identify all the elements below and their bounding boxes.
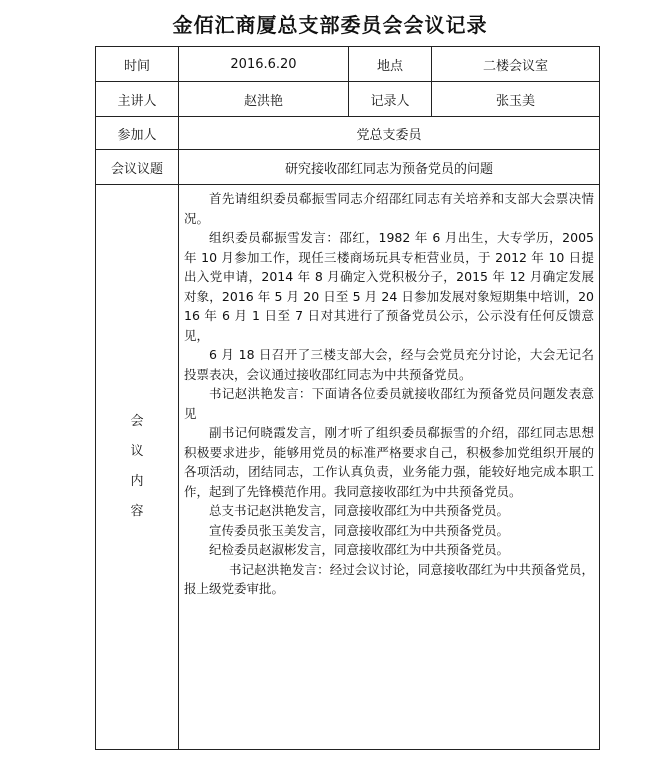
time-label: 时间: [96, 47, 179, 82]
meeting-minutes-table: [95, 46, 600, 750]
speaker-label: 主讲人: [96, 82, 179, 117]
content-row: [96, 185, 600, 750]
recorder-value: 张玉美: [432, 82, 600, 117]
time-value: 2016.6.20: [179, 47, 349, 82]
content-paragraph: 宣传委员张玉美发言，同意接收邵红为中共预备党员。: [209, 522, 510, 538]
content-paragraph: 书记赵洪艳发言：下面请各位委员就接收邵红为预备党员问题发表意见: [184, 386, 594, 421]
content-paragraph: 6 月 18 日召开了三楼支部大会，经与会党员充分讨论，大会无记名投票表决，会议通过接收邵红同志为中共预备党员。: [184, 347, 594, 382]
speaker-recorder-row: [96, 82, 600, 117]
content-paragraph: 总支书记赵洪艳发言，同意接收邵红为中共预备党员。: [209, 503, 510, 518]
attendees-label: 参加人: [96, 117, 179, 150]
time-location-row: [96, 47, 600, 82]
content-paragraph: 副书记何晓霞发言，刚才听了组织委员郗振雪的介绍，邵红同志思想积极要求进步，能够用党员的标准严格要求自己，积极参加党组织开展的各项活动，团结同志，工作认真负责，业务能力强，能较好地完成本职工作，起到了先锋模范作用。我同意接收邵红为中共预备党员。: [184, 425, 594, 499]
topic-value: 研究接收邵红同志为预备党员的问题: [179, 150, 600, 185]
content-paragraph: 首先请组织委员郗振雪同志介绍邵红同志有关培养和支部大会票决情况。: [184, 191, 594, 226]
topic-row: [96, 150, 600, 185]
attendees-row: [96, 117, 600, 150]
content-label-char: 容: [130, 504, 144, 519]
content-label-char: 议: [130, 444, 144, 459]
speaker-value: 赵洪艳: [179, 82, 349, 117]
location-value: 二楼会议室: [432, 47, 600, 82]
location-label: 地点: [349, 47, 432, 82]
content-paragraph: 组织委员郗振雪发言：邵红，1982 年 6 月出生，大专学历，2005 年 10 月参加工作，现任三楼商场玩具专柜营业员，于 2012 年 10 日提出入党申请，2014 年 8 月确定入党积极分子，2015 年 12 月确定发展对象，2016 年 5 月 20 日至 5 月 24 日参加发展对象短期集中培训，2016 年 6 月 1 日至 7 日对其进行了预备党员公示，公示没有任何反馈意见，: [184, 230, 594, 343]
content-paragraph: 纪检委员赵淑彬发言，同意接收邵红为中共预备党员。: [209, 542, 510, 557]
page-title: 金佰汇商厦总支部委员会会议记录: [172, 13, 488, 37]
recorder-label: 记录人: [349, 82, 432, 117]
attendees-value: 党总支委员: [179, 117, 600, 150]
content-label-char: 内: [130, 474, 144, 489]
content-body: [179, 185, 600, 750]
content-label-char: 会: [130, 414, 144, 429]
topic-label: 会议议题: [96, 150, 179, 185]
content-paragraph: 书记赵洪艳发言：经过会议讨论，同意接收邵红为中共预备党员，报上级党委审批。: [184, 561, 594, 596]
content-label: [96, 185, 179, 750]
